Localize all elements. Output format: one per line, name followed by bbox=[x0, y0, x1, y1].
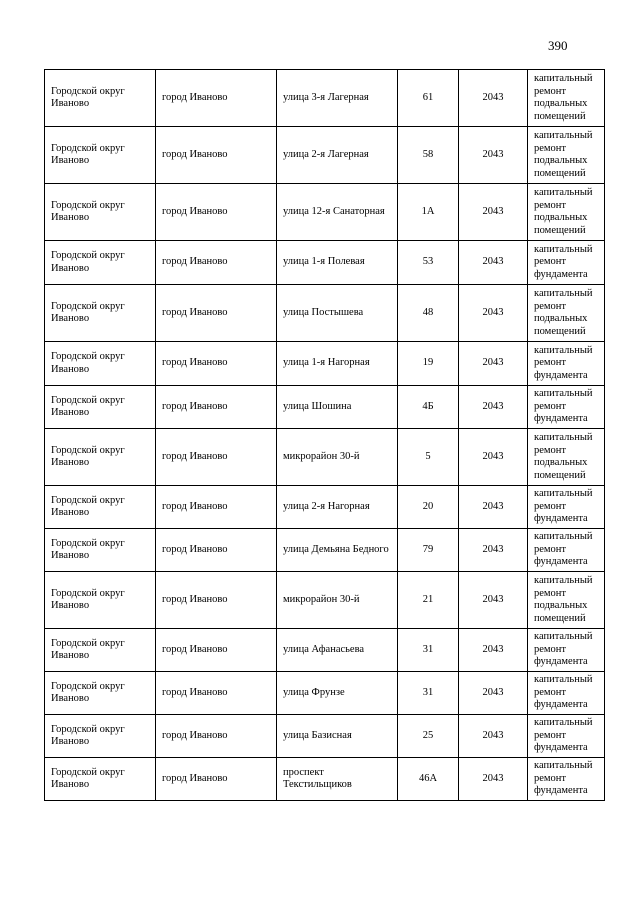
house-number-cell bbox=[398, 429, 459, 486]
table-row bbox=[45, 572, 605, 629]
year-text: 2043 bbox=[482, 306, 504, 318]
year-cell bbox=[459, 715, 528, 758]
house-number-cell bbox=[398, 241, 459, 285]
work-type-text: капитальный ремонт фундамента bbox=[534, 344, 593, 381]
street-cell bbox=[277, 529, 398, 572]
house-number-cell bbox=[398, 184, 459, 241]
district-text: Городской округ Иваново bbox=[51, 85, 125, 109]
street-cell bbox=[277, 127, 398, 184]
street-cell bbox=[277, 572, 398, 629]
street-text: улица Фрунзе bbox=[283, 686, 345, 698]
table-row bbox=[45, 342, 605, 386]
house-number-text: 20 bbox=[422, 500, 434, 512]
year-text: 2043 bbox=[482, 643, 504, 655]
work-type-cell bbox=[528, 429, 605, 486]
work-type-cell bbox=[528, 342, 605, 386]
house-number-text: 5 bbox=[425, 450, 431, 462]
city-text: город Иваново bbox=[162, 450, 228, 462]
street-cell bbox=[277, 429, 398, 486]
city-text: город Иваново bbox=[162, 543, 228, 555]
house-number-cell bbox=[398, 758, 459, 801]
district-text: Городской округ Иваново bbox=[51, 587, 125, 611]
table-row bbox=[45, 184, 605, 241]
city-cell bbox=[156, 241, 277, 285]
year-cell bbox=[459, 342, 528, 386]
work-type-cell bbox=[528, 529, 605, 572]
work-type-cell bbox=[528, 386, 605, 429]
city-text: город Иваново bbox=[162, 772, 228, 784]
street-text: улица 1-я Нагорная bbox=[283, 357, 370, 369]
district-cell bbox=[45, 529, 156, 572]
table-row bbox=[45, 429, 605, 486]
work-type-cell bbox=[528, 127, 605, 184]
city-text: город Иваново bbox=[162, 205, 228, 217]
year-cell bbox=[459, 184, 528, 241]
year-cell bbox=[459, 241, 528, 285]
work-type-cell bbox=[528, 672, 605, 715]
year-text: 2043 bbox=[482, 400, 504, 412]
city-cell bbox=[156, 386, 277, 429]
year-cell bbox=[459, 285, 528, 342]
house-number-text: 79 bbox=[422, 543, 434, 555]
city-text: город Иваново bbox=[162, 357, 228, 369]
district-text: Городской округ Иваново bbox=[51, 494, 125, 518]
year-cell bbox=[459, 127, 528, 184]
district-cell bbox=[45, 285, 156, 342]
work-type-text: капитальный ремонт подвальных помещений bbox=[534, 187, 593, 236]
house-number-text: 4Б bbox=[422, 400, 434, 412]
table-row bbox=[45, 386, 605, 429]
year-cell bbox=[459, 386, 528, 429]
year-cell bbox=[459, 758, 528, 801]
house-number-text: 48 bbox=[422, 306, 434, 318]
table-row bbox=[45, 629, 605, 672]
page-number: 390 bbox=[548, 38, 568, 53]
street-text: проспект Текстильщиков bbox=[283, 766, 352, 790]
district-cell bbox=[45, 70, 156, 127]
house-number-text: 21 bbox=[422, 593, 434, 605]
work-type-text: капитальный ремонт фундамента bbox=[534, 674, 593, 711]
house-number-text: 58 bbox=[422, 148, 434, 160]
work-type-cell bbox=[528, 715, 605, 758]
street-text: улица Афанасьева bbox=[283, 643, 365, 655]
year-text: 2043 bbox=[482, 543, 504, 555]
street-text: улица 1-я Полевая bbox=[283, 256, 365, 268]
house-number-cell bbox=[398, 70, 459, 127]
work-type-text: капитальный ремонт фундамента bbox=[534, 488, 593, 525]
street-text: улица Постышева bbox=[283, 306, 364, 318]
city-cell bbox=[156, 715, 277, 758]
street-cell bbox=[277, 241, 398, 285]
district-cell bbox=[45, 672, 156, 715]
city-cell bbox=[156, 342, 277, 386]
work-type-cell bbox=[528, 70, 605, 127]
work-type-text: капитальный ремонт подвальных помещений bbox=[534, 288, 593, 337]
work-type-cell bbox=[528, 572, 605, 629]
house-number-cell bbox=[398, 386, 459, 429]
table-row bbox=[45, 127, 605, 184]
district-text: Городской округ Иваново bbox=[51, 199, 125, 223]
year-text: 2043 bbox=[482, 205, 504, 217]
district-cell bbox=[45, 715, 156, 758]
street-text: улица Демьяна Бедного bbox=[283, 543, 389, 555]
city-text: город Иваново bbox=[162, 256, 228, 268]
table-body bbox=[45, 70, 605, 801]
house-number-cell bbox=[398, 285, 459, 342]
district-cell bbox=[45, 241, 156, 285]
year-text: 2043 bbox=[482, 729, 504, 741]
year-cell bbox=[459, 486, 528, 529]
street-text: микрорайон 30-й bbox=[283, 593, 360, 605]
street-text: улица 3-я Лагерная bbox=[283, 91, 369, 103]
street-text: улица 2-я Лагерная bbox=[283, 148, 369, 160]
year-text: 2043 bbox=[482, 91, 504, 103]
city-text: город Иваново bbox=[162, 500, 228, 512]
year-text: 2043 bbox=[482, 256, 504, 268]
district-text: Городской округ Иваново bbox=[51, 723, 125, 747]
year-cell bbox=[459, 429, 528, 486]
work-type-text: капитальный ремонт фундамента bbox=[534, 760, 593, 797]
district-text: Городской округ Иваново bbox=[51, 394, 125, 418]
house-number-cell bbox=[398, 486, 459, 529]
street-cell bbox=[277, 285, 398, 342]
street-cell bbox=[277, 629, 398, 672]
year-cell bbox=[459, 529, 528, 572]
year-text: 2043 bbox=[482, 357, 504, 369]
district-cell bbox=[45, 486, 156, 529]
street-cell bbox=[277, 715, 398, 758]
house-number-cell bbox=[398, 127, 459, 184]
year-text: 2043 bbox=[482, 148, 504, 160]
city-cell bbox=[156, 758, 277, 801]
house-number-text: 31 bbox=[422, 643, 434, 655]
year-cell bbox=[459, 672, 528, 715]
city-cell bbox=[156, 429, 277, 486]
house-number-cell bbox=[398, 572, 459, 629]
street-text: улица Шошина bbox=[283, 400, 352, 412]
district-text: Городской округ Иваново bbox=[51, 250, 125, 274]
year-text: 2043 bbox=[482, 772, 504, 784]
district-text: Городской округ Иваново bbox=[51, 766, 125, 790]
city-text: город Иваново bbox=[162, 686, 228, 698]
city-cell bbox=[156, 529, 277, 572]
district-text: Городской округ Иваново bbox=[51, 351, 125, 375]
year-cell bbox=[459, 572, 528, 629]
city-text: город Иваново bbox=[162, 643, 228, 655]
work-type-cell bbox=[528, 184, 605, 241]
district-cell bbox=[45, 184, 156, 241]
district-text: Городской округ Иваново bbox=[51, 637, 125, 661]
work-type-cell bbox=[528, 758, 605, 801]
table-row bbox=[45, 758, 605, 801]
house-number-cell bbox=[398, 715, 459, 758]
district-cell bbox=[45, 342, 156, 386]
city-text: город Иваново bbox=[162, 400, 228, 412]
city-cell bbox=[156, 572, 277, 629]
work-type-text: капитальный ремонт фундамента bbox=[534, 717, 593, 754]
year-cell bbox=[459, 629, 528, 672]
district-text: Городской округ Иваново bbox=[51, 300, 125, 324]
work-type-text: капитальный ремонт фундамента bbox=[534, 631, 593, 668]
house-number-text: 19 bbox=[422, 357, 434, 369]
street-cell bbox=[277, 184, 398, 241]
year-cell bbox=[459, 70, 528, 127]
work-type-text: капитальный ремонт подвальных помещений bbox=[534, 73, 593, 122]
street-cell bbox=[277, 386, 398, 429]
work-type-cell bbox=[528, 241, 605, 285]
work-type-cell bbox=[528, 629, 605, 672]
city-cell bbox=[156, 285, 277, 342]
work-type-text: капитальный ремонт фундамента bbox=[534, 531, 593, 568]
city-cell bbox=[156, 70, 277, 127]
house-number-text: 25 bbox=[422, 729, 434, 741]
city-text: город Иваново bbox=[162, 148, 228, 160]
city-text: город Иваново bbox=[162, 593, 228, 605]
city-cell bbox=[156, 672, 277, 715]
work-type-cell bbox=[528, 486, 605, 529]
work-type-text: капитальный ремонт подвальных помещений bbox=[534, 432, 593, 481]
house-number-text: 1А bbox=[421, 205, 435, 217]
table-row bbox=[45, 715, 605, 758]
work-type-text: капитальный ремонт фундамента bbox=[534, 243, 593, 280]
district-cell bbox=[45, 629, 156, 672]
house-number-cell bbox=[398, 672, 459, 715]
work-type-text: капитальный ремонт фундамента bbox=[534, 388, 593, 425]
house-number-cell bbox=[398, 629, 459, 672]
house-number-text: 53 bbox=[422, 256, 434, 268]
street-text: улица 12-я Санаторная bbox=[283, 205, 385, 217]
street-text: микрорайон 30-й bbox=[283, 450, 360, 462]
table-row bbox=[45, 70, 605, 127]
house-number-text: 46А bbox=[418, 772, 438, 784]
year-text: 2043 bbox=[482, 450, 504, 462]
table-row bbox=[45, 672, 605, 715]
street-text: улица 2-я Нагорная bbox=[283, 500, 370, 512]
city-text: город Иваново bbox=[162, 91, 228, 103]
street-text: улица Базисная bbox=[283, 729, 352, 741]
district-cell bbox=[45, 572, 156, 629]
city-cell bbox=[156, 127, 277, 184]
year-text: 2043 bbox=[482, 500, 504, 512]
district-cell bbox=[45, 127, 156, 184]
work-type-text: капитальный ремонт подвальных помещений bbox=[534, 130, 593, 179]
house-number-text: 31 bbox=[422, 686, 434, 698]
city-cell bbox=[156, 486, 277, 529]
city-text: город Иваново bbox=[162, 306, 228, 318]
district-text: Городской округ Иваново bbox=[51, 444, 125, 468]
table-row bbox=[45, 285, 605, 342]
table-row bbox=[45, 486, 605, 529]
street-cell bbox=[277, 486, 398, 529]
city-cell bbox=[156, 629, 277, 672]
district-cell bbox=[45, 386, 156, 429]
work-type-text: капитальный ремонт подвальных помещений bbox=[534, 575, 593, 624]
house-number-text: 61 bbox=[422, 91, 434, 103]
district-cell bbox=[45, 429, 156, 486]
street-cell bbox=[277, 70, 398, 127]
district-text: Городской округ Иваново bbox=[51, 537, 125, 561]
year-text: 2043 bbox=[482, 686, 504, 698]
city-cell bbox=[156, 184, 277, 241]
street-cell bbox=[277, 672, 398, 715]
city-text: город Иваново bbox=[162, 729, 228, 741]
table-row bbox=[45, 241, 605, 285]
district-text: Городской округ Иваново bbox=[51, 142, 125, 166]
work-type-cell bbox=[528, 285, 605, 342]
house-number-cell bbox=[398, 342, 459, 386]
district-cell bbox=[45, 758, 156, 801]
street-cell bbox=[277, 342, 398, 386]
street-cell bbox=[277, 758, 398, 801]
year-text: 2043 bbox=[482, 593, 504, 605]
table-row bbox=[45, 529, 605, 572]
house-number-cell bbox=[398, 529, 459, 572]
repair-schedule-table bbox=[44, 69, 605, 801]
district-text: Городской округ Иваново bbox=[51, 680, 125, 704]
